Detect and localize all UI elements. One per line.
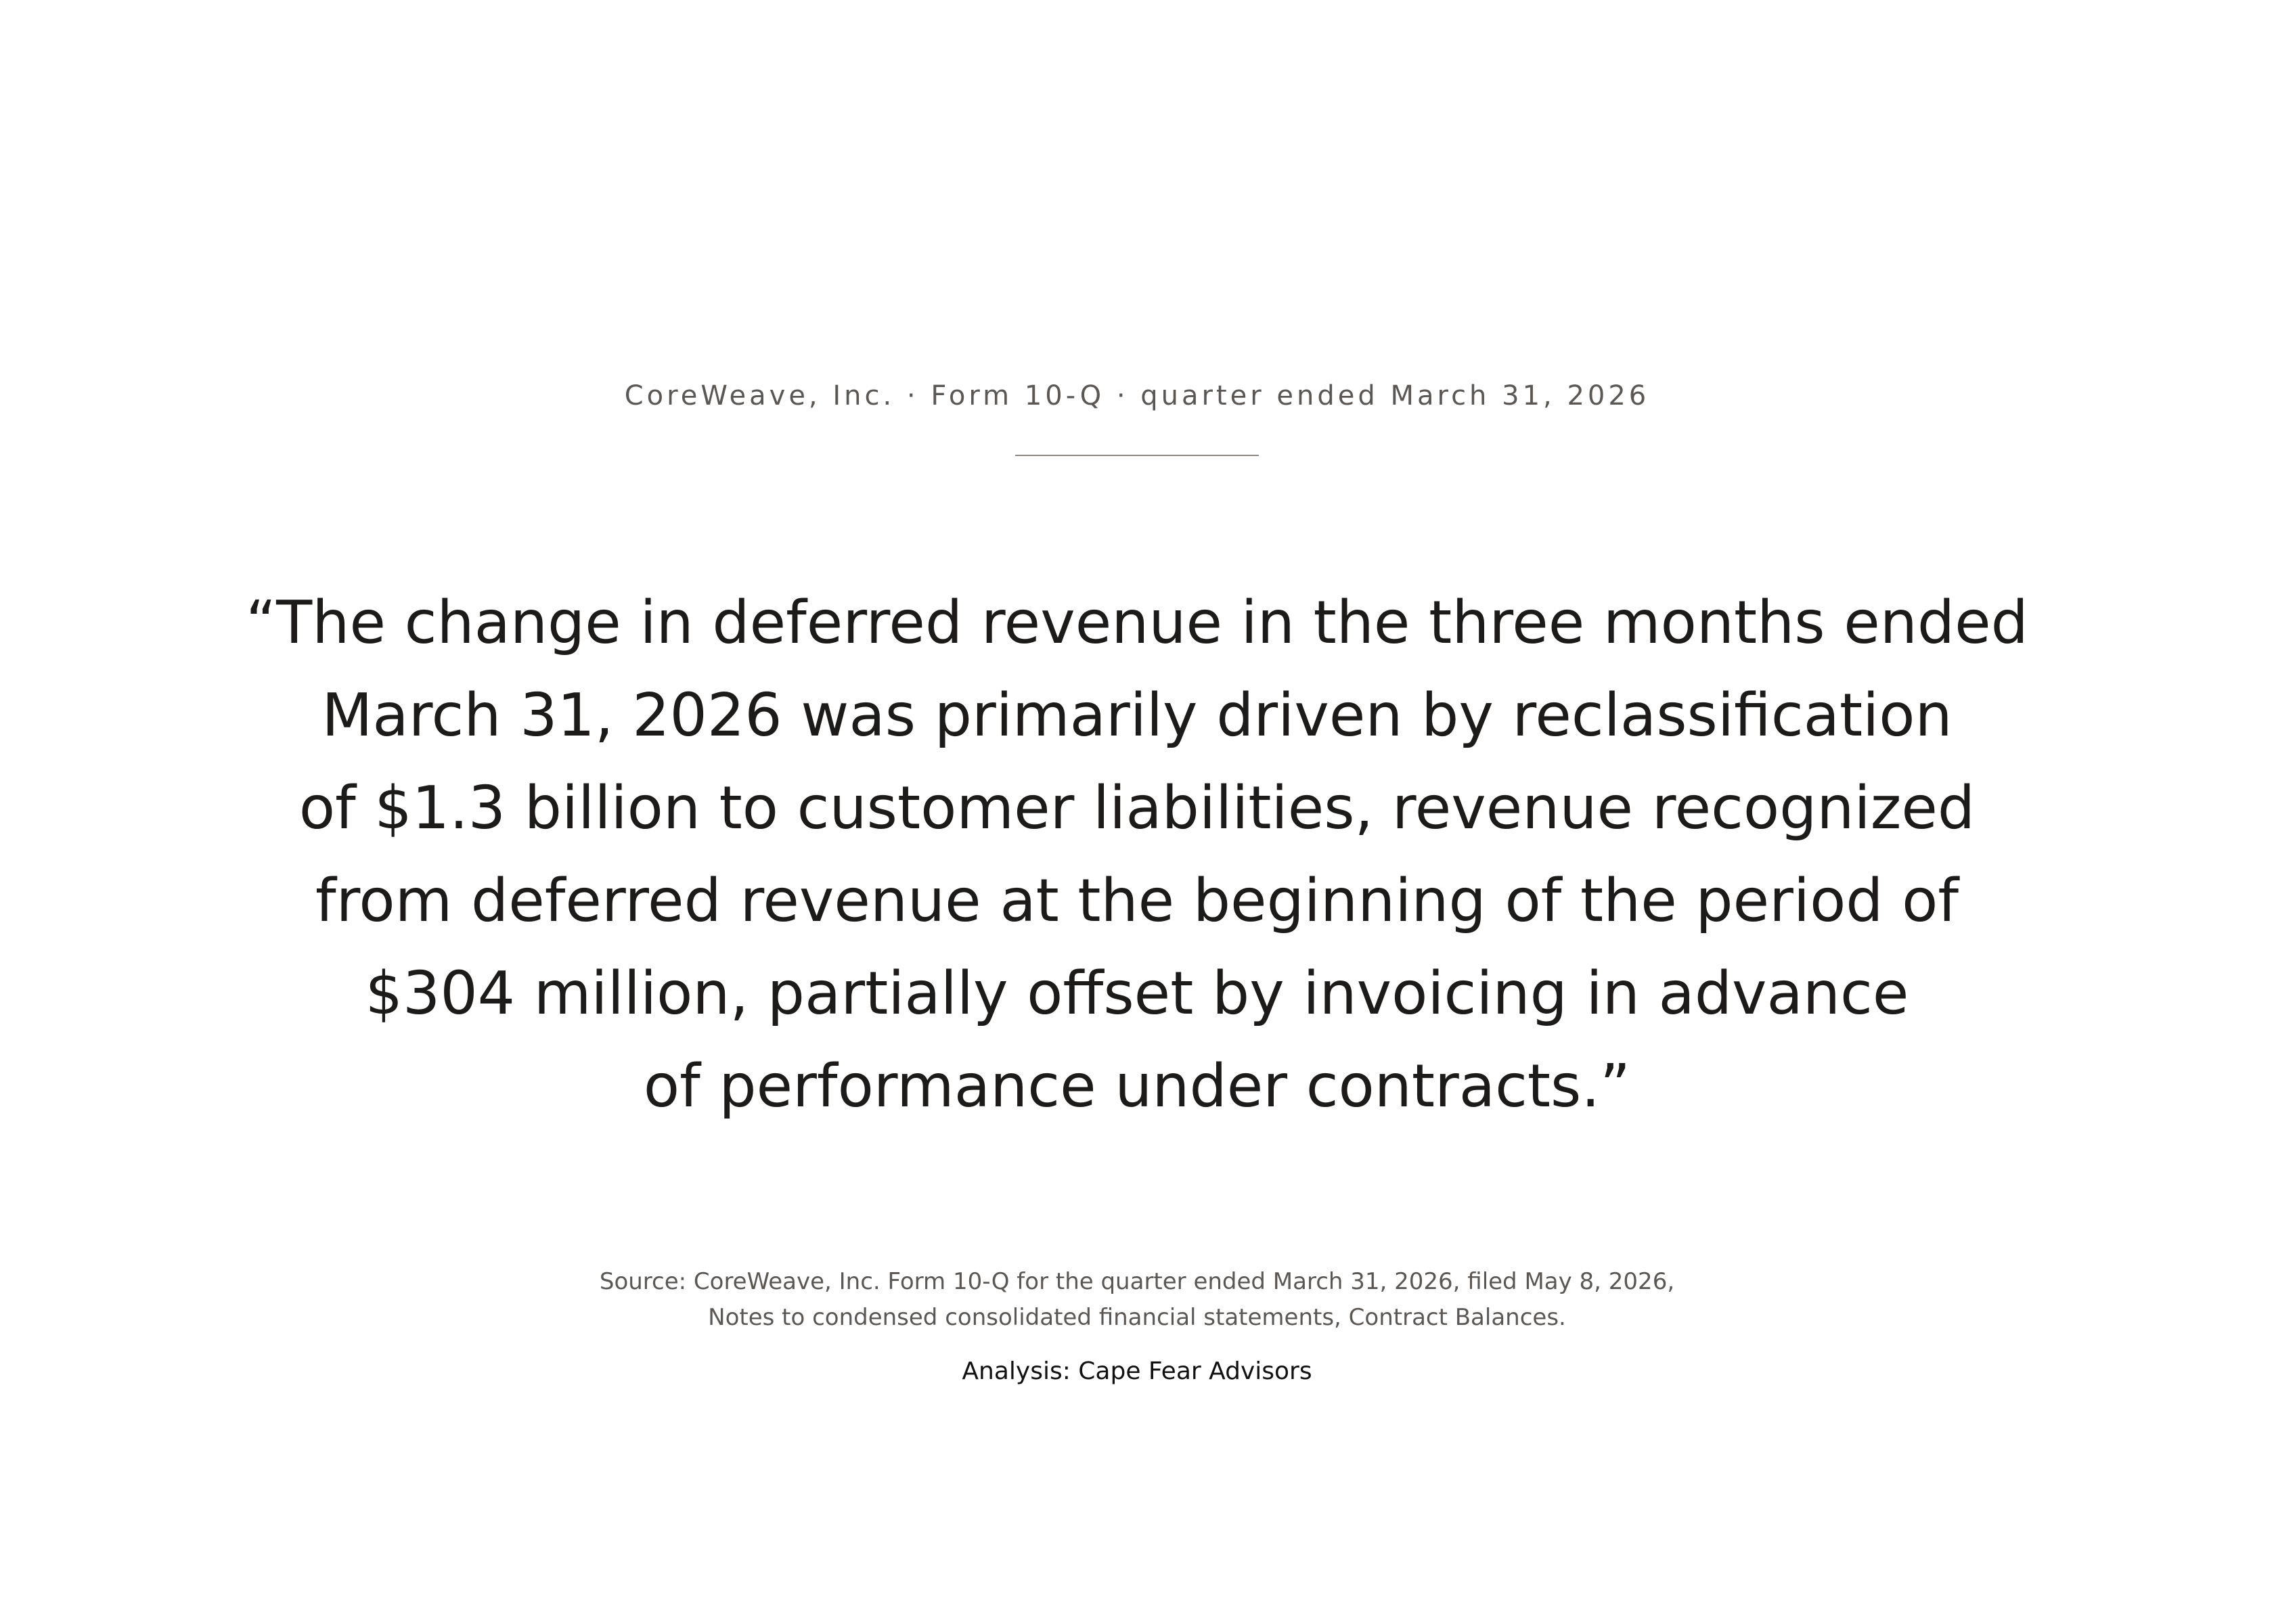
source-citation <box>0 1264 2274 1336</box>
quote-line-2: March 31, 2026 was primarily driven by reclassification <box>321 681 1953 750</box>
document-eyebrow: CoreWeave, Inc. · Form 10-Q · quarter ended March 31, 2026 <box>624 380 1650 411</box>
source-line-2: Notes to condensed consolidated financial statements, Contract Balances. <box>708 1304 1566 1331</box>
quote-line-6: of performance under contracts.” <box>643 1052 1631 1121</box>
quote-line-1: “The change in deferred revenue in the three months ended <box>246 588 2028 657</box>
pull-quote <box>162 577 2112 1133</box>
quote-line-5: $304 million, partially offset by invoicing in advance <box>365 959 1909 1028</box>
divider-rule <box>1015 455 1259 456</box>
quote-line-3: of $1.3 billion to customer liabilities, revenue recognized <box>298 773 1976 842</box>
source-line-1: Source: CoreWeave, Inc. Form 10-Q for the quarter ended March 31, 2026, filed May 8, 2026, <box>599 1268 1675 1295</box>
quote-line-4: from deferred revenue at the beginning of the period of <box>315 866 1959 935</box>
analysis-attribution: Analysis: Cape Fear Advisors <box>962 1357 1312 1385</box>
